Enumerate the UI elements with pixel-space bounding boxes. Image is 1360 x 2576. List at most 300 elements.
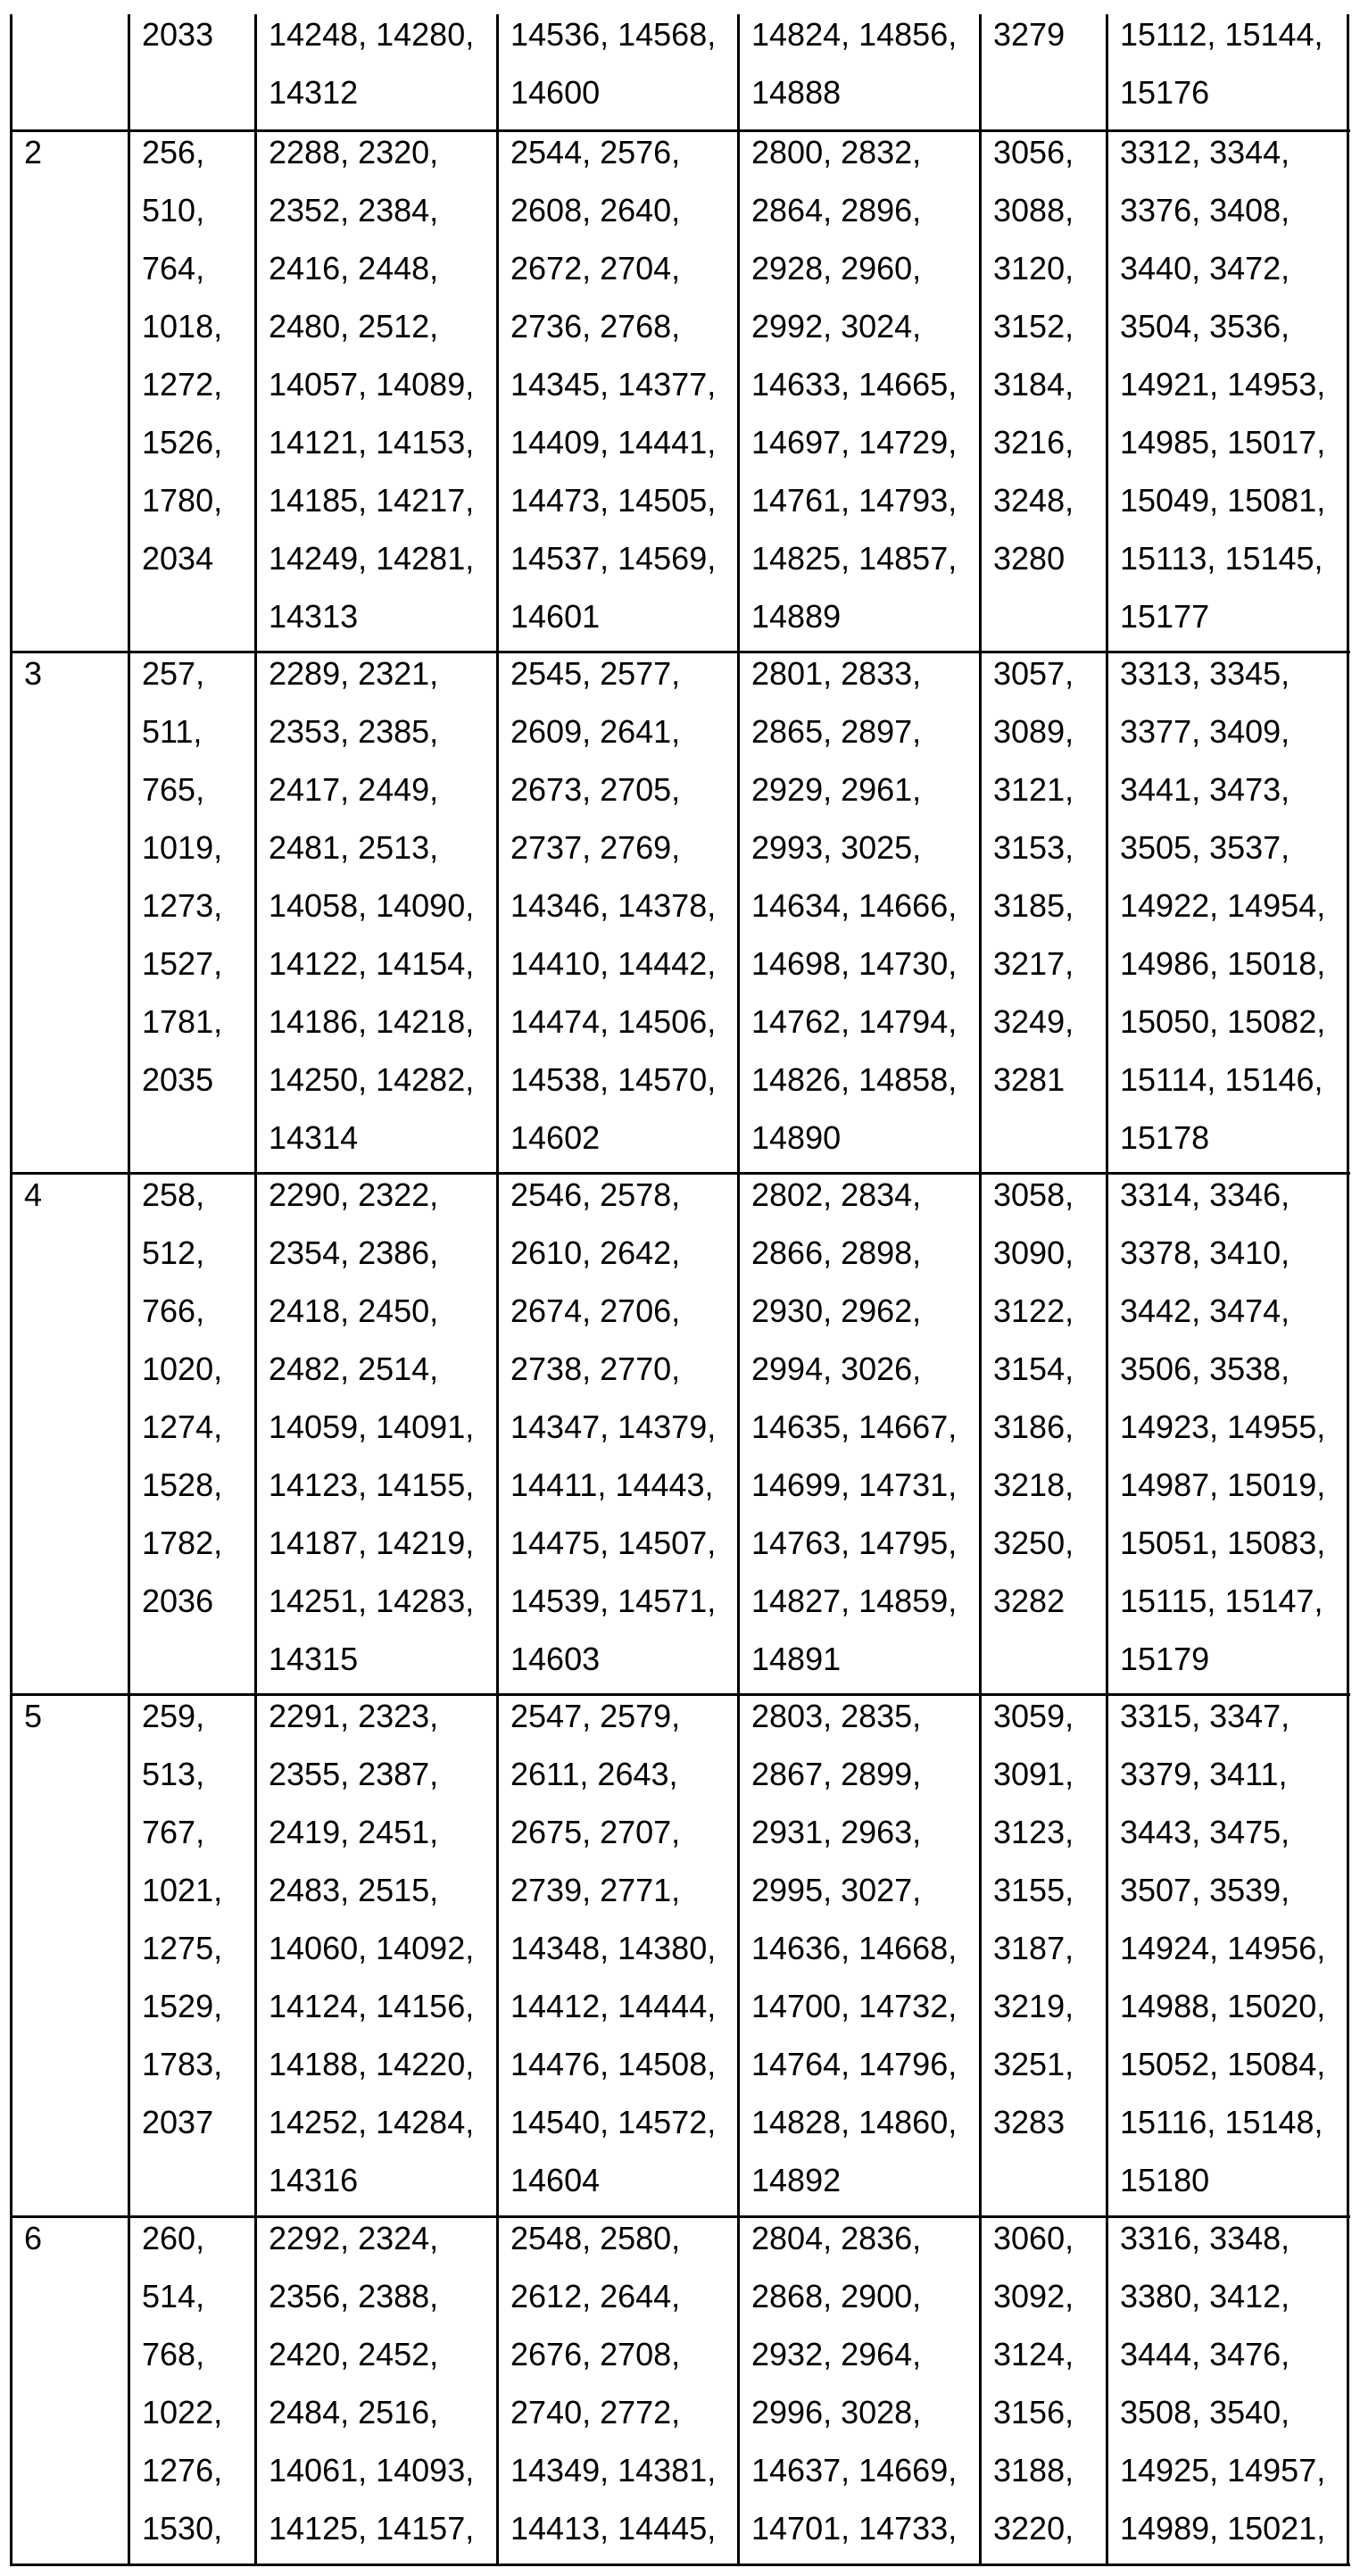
cell-line: 3216, (993, 413, 1074, 471)
cell-line: 3091, (993, 1745, 1074, 1803)
cell-line: 2675, 2707, (510, 1803, 716, 1861)
cell-line: 3314, 3346, (1120, 1166, 1325, 1224)
table-cell (510, 1166, 716, 1688)
cell-line: 3380, 3412, (1120, 2267, 1325, 2325)
cell-line: 1020, (142, 1340, 222, 1398)
cell-line: 14059, 14091, (269, 1398, 474, 1456)
table-cell (751, 1166, 957, 1688)
cell-line: 14633, 14665, (751, 355, 957, 413)
table-cell (993, 2209, 1074, 2557)
table-cell (269, 644, 474, 1167)
cell-line: 15049, 15081, (1120, 471, 1325, 529)
cell-line: 14185, 14217, (269, 471, 474, 529)
cell-line: 2800, 2832, (751, 123, 957, 181)
cell-line: 3056, (993, 123, 1074, 181)
cell-line: 14250, 14282, (269, 1051, 474, 1109)
cell-line: 6 (24, 2209, 42, 2267)
cell-line: 14828, 14860, (751, 2093, 957, 2151)
cell-line: 257, (142, 644, 222, 702)
cell-line: 3508, 3540, (1120, 2383, 1325, 2441)
cell-line: 3443, 3475, (1120, 1803, 1325, 1861)
cell-line: 14057, 14089, (269, 355, 474, 413)
cell-line: 14922, 14954, (1120, 877, 1325, 935)
cell-line: 2290, 2322, (269, 1166, 474, 1224)
cell-line: 15176 (1120, 63, 1323, 121)
cell-line: 1783, (142, 2035, 222, 2093)
cell-line: 14601 (510, 587, 716, 645)
cell-line: 3279 (993, 5, 1065, 63)
cell-line: 14699, 14731, (751, 1456, 957, 1514)
cell-line: 1273, (142, 877, 222, 935)
cell-line: 510, (142, 181, 222, 239)
cell-line: 1530, (142, 2499, 222, 2557)
cell-line: 14476, 14508, (510, 2035, 716, 2093)
table-cell (993, 5, 1065, 63)
cell-line: 14636, 14668, (751, 1919, 957, 1977)
cell-line: 3060, (993, 2209, 1074, 2267)
cell-line: 14921, 14953, (1120, 355, 1325, 413)
cell-line: 2356, 2388, (269, 2267, 474, 2325)
cell-line: 14924, 14956, (1120, 1919, 1325, 1977)
cell-line: 2867, 2899, (751, 1745, 957, 1803)
cell-line: 513, (142, 1745, 222, 1803)
cell-line: 2609, 2641, (510, 702, 716, 760)
cell-line: 3 (24, 644, 42, 702)
cell-line: 14988, 15020, (1120, 1977, 1325, 2035)
cell-line: 14826, 14858, (751, 1051, 957, 1109)
cell-line: 2928, 2960, (751, 239, 957, 297)
cell-line: 1022, (142, 2383, 222, 2441)
cell-line: 14761, 14793, (751, 471, 957, 529)
table-cell (510, 644, 716, 1167)
cell-line: 14313 (269, 587, 474, 645)
cell-line: 14827, 14859, (751, 1572, 957, 1630)
table-cell (751, 2209, 957, 2557)
column-divider (128, 14, 130, 2566)
cell-line: 15112, 15144, (1120, 5, 1323, 63)
cell-line: 14475, 14507, (510, 1514, 716, 1572)
cell-line: 3059, (993, 1687, 1074, 1745)
cell-line: 2736, 2768, (510, 297, 716, 355)
cell-line: 14604 (510, 2151, 716, 2209)
cell-line: 2355, 2387, (269, 1745, 474, 1803)
cell-line: 2674, 2706, (510, 1282, 716, 1340)
cell-line: 14925, 14957, (1120, 2441, 1325, 2499)
cell-line: 14412, 14444, (510, 1977, 716, 2035)
cell-line: 14890 (751, 1109, 957, 1167)
cell-line: 259, (142, 1687, 222, 1745)
cell-line: 14603 (510, 1630, 716, 1688)
cell-line: 511, (142, 702, 222, 760)
cell-line: 2868, 2900, (751, 2267, 957, 2325)
cell-line: 14923, 14955, (1120, 1398, 1325, 1456)
cell-line: 3442, 3474, (1120, 1282, 1325, 1340)
cell-line: 2864, 2896, (751, 181, 957, 239)
cell-line: 3217, (993, 935, 1074, 993)
cell-line: 3220, (993, 2499, 1074, 2557)
cell-line: 766, (142, 1282, 222, 1340)
cell-line: 14637, 14669, (751, 2441, 957, 2499)
cell-line: 14349, 14381, (510, 2441, 716, 2499)
cell-line: 2673, 2705, (510, 760, 716, 819)
cell-line: 14763, 14795, (751, 1514, 957, 1572)
cell-line: 260, (142, 2209, 222, 2267)
table-cell (1120, 123, 1325, 645)
cell-line: 2291, 2323, (269, 1687, 474, 1745)
cell-line: 14891 (751, 1630, 957, 1688)
cell-line: 3153, (993, 819, 1074, 877)
cell-line: 14124, 14156, (269, 1977, 474, 2035)
cell-line: 14409, 14441, (510, 413, 716, 471)
cell-line: 3248, (993, 471, 1074, 529)
table-cell (142, 5, 213, 63)
cell-line: 1526, (142, 413, 222, 471)
cell-line: 3185, (993, 877, 1074, 935)
cell-line: 14413, 14445, (510, 2499, 716, 2557)
cell-line: 1021, (142, 1861, 222, 1919)
cell-line: 3090, (993, 1224, 1074, 1282)
cell-line: 3121, (993, 760, 1074, 819)
column-divider (1106, 14, 1108, 2566)
cell-line: 15052, 15084, (1120, 2035, 1325, 2093)
cell-line: 3250, (993, 1514, 1074, 1572)
cell-line: 14985, 15017, (1120, 413, 1325, 471)
cell-line: 2608, 2640, (510, 181, 716, 239)
column-divider (496, 14, 499, 2566)
cell-line: 1529, (142, 1977, 222, 2035)
cell-line: 2033 (142, 5, 213, 63)
row-number-cell (24, 2209, 42, 2267)
cell-line: 2995, 3027, (751, 1861, 957, 1919)
cell-line: 15179 (1120, 1630, 1325, 1688)
cell-line: 14764, 14796, (751, 2035, 957, 2093)
cell-line: 14700, 14732, (751, 1977, 957, 2035)
cell-line: 14538, 14570, (510, 1051, 716, 1109)
cell-line: 15177 (1120, 587, 1325, 645)
table-cell (993, 1687, 1074, 2151)
row-number-cell (24, 1687, 42, 1745)
cell-line: 14537, 14569, (510, 529, 716, 587)
cell-line: 3281 (993, 1051, 1074, 1109)
cell-line: 2352, 2384, (269, 181, 474, 239)
cell-line: 3088, (993, 181, 1074, 239)
cell-line: 14762, 14794, (751, 993, 957, 1051)
cell-line: 15114, 15146, (1120, 1051, 1325, 1109)
cell-line: 2929, 2961, (751, 760, 957, 819)
cell-line: 14346, 14378, (510, 877, 716, 935)
cell-line: 2866, 2898, (751, 1224, 957, 1282)
cell-line: 2611, 2643, (510, 1745, 716, 1803)
cell-line: 3249, (993, 993, 1074, 1051)
cell-line: 14697, 14729, (751, 413, 957, 471)
cell-line: 2865, 2897, (751, 702, 957, 760)
cell-line: 2037 (142, 2093, 222, 2151)
table-cell (142, 2209, 222, 2557)
cell-line: 14121, 14153, (269, 413, 474, 471)
cell-line: 3315, 3347, (1120, 1687, 1325, 1745)
table-cell (1120, 1166, 1325, 1688)
row-number-cell (24, 1166, 42, 1224)
cell-line: 14125, 14157, (269, 2499, 474, 2557)
table-cell (269, 1166, 474, 1688)
cell-line: 14888 (751, 63, 957, 121)
cell-line: 514, (142, 2267, 222, 2325)
cell-line: 14701, 14733, (751, 2499, 957, 2557)
cell-line: 2482, 2514, (269, 1340, 474, 1398)
table-cell (269, 123, 474, 645)
table-cell (142, 1166, 222, 1630)
cell-line: 14824, 14856, (751, 5, 957, 63)
cell-line: 2292, 2324, (269, 2209, 474, 2267)
cell-line: 3057, (993, 644, 1074, 702)
cell-line: 256, (142, 123, 222, 181)
cell-line: 3123, (993, 1803, 1074, 1861)
table-cell (993, 1166, 1074, 1630)
cell-line: 14060, 14092, (269, 1919, 474, 1977)
cell-line: 1276, (142, 2441, 222, 2499)
cell-line: 2803, 2835, (751, 1687, 957, 1745)
cell-line: 14634, 14666, (751, 877, 957, 935)
cell-line: 3188, (993, 2441, 1074, 2499)
cell-line: 1781, (142, 993, 222, 1051)
cell-line: 14186, 14218, (269, 993, 474, 1051)
column-divider (10, 14, 12, 2566)
cell-line: 2996, 3028, (751, 2383, 957, 2441)
table-cell (269, 1687, 474, 2209)
cell-line: 3378, 3410, (1120, 1224, 1325, 1282)
table-cell (751, 5, 957, 121)
cell-line: 3155, (993, 1861, 1074, 1919)
cell-line: 15180 (1120, 2151, 1325, 2209)
table-cell (1120, 1687, 1325, 2209)
cell-line: 15116, 15148, (1120, 2093, 1325, 2151)
cell-line: 3504, 3536, (1120, 297, 1325, 355)
cell-line: 14986, 15018, (1120, 935, 1325, 993)
table-cell (751, 644, 957, 1167)
cell-line: 1528, (142, 1456, 222, 1514)
cell-line: 3505, 3537, (1120, 819, 1325, 877)
cell-line: 3154, (993, 1340, 1074, 1398)
cell-line: 258, (142, 1166, 222, 1224)
cell-line: 3058, (993, 1166, 1074, 1224)
cell-line: 2740, 2772, (510, 2383, 716, 2441)
table-cell (751, 123, 957, 645)
cell-line: 2035 (142, 1051, 222, 1109)
cell-line: 3218, (993, 1456, 1074, 1514)
cell-line: 2993, 3025, (751, 819, 957, 877)
cell-line: 4 (24, 1166, 42, 1224)
cell-line: 2548, 2580, (510, 2209, 716, 2267)
cell-line: 2932, 2964, (751, 2325, 957, 2383)
cell-line: 3313, 3345, (1120, 644, 1325, 702)
cell-line: 14825, 14857, (751, 529, 957, 587)
cell-line: 3120, (993, 239, 1074, 297)
cell-line: 2801, 2833, (751, 644, 957, 702)
table-cell (142, 123, 222, 587)
cell-line: 3092, (993, 2267, 1074, 2325)
cell-line: 14539, 14571, (510, 1572, 716, 1630)
row-number-cell (24, 644, 42, 702)
cell-line: 2931, 2963, (751, 1803, 957, 1861)
cell-line: 2419, 2451, (269, 1803, 474, 1861)
cell-line: 2546, 2578, (510, 1166, 716, 1224)
cell-line: 3187, (993, 1919, 1074, 1977)
cell-line: 3282 (993, 1572, 1074, 1630)
cell-line: 14316 (269, 2151, 474, 2209)
cell-line: 3507, 3539, (1120, 1861, 1325, 1919)
cell-line: 2417, 2449, (269, 760, 474, 819)
cell-line: 3312, 3344, (1120, 123, 1325, 181)
cell-line: 2676, 2708, (510, 2325, 716, 2383)
table-cell (510, 123, 716, 645)
table-cell (142, 644, 222, 1109)
cell-line: 14123, 14155, (269, 1456, 474, 1514)
cell-line: 2547, 2579, (510, 1687, 716, 1745)
cell-line: 2992, 3024, (751, 297, 957, 355)
column-divider (1347, 14, 1349, 2566)
cell-line: 764, (142, 239, 222, 297)
cell-line: 3506, 3538, (1120, 1340, 1325, 1398)
cell-line: 2804, 2836, (751, 2209, 957, 2267)
cell-line: 2612, 2644, (510, 2267, 716, 2325)
cell-line: 14122, 14154, (269, 935, 474, 993)
cell-line: 765, (142, 760, 222, 819)
cell-line: 14315 (269, 1630, 474, 1688)
cell-line: 2480, 2512, (269, 297, 474, 355)
cell-line: 14058, 14090, (269, 877, 474, 935)
cell-line: 15115, 15147, (1120, 1572, 1325, 1630)
table-cell (269, 2209, 474, 2557)
cell-line: 2739, 2771, (510, 1861, 716, 1919)
cell-line: 2034 (142, 529, 222, 587)
cell-line: 14474, 14506, (510, 993, 716, 1051)
cell-line: 3156, (993, 2383, 1074, 2441)
cell-line: 1272, (142, 355, 222, 413)
cell-line: 1780, (142, 471, 222, 529)
cell-line: 14540, 14572, (510, 2093, 716, 2151)
cell-line: 1274, (142, 1398, 222, 1456)
cell-line: 3089, (993, 702, 1074, 760)
cell-line: 3440, 3472, (1120, 239, 1325, 297)
cell-line: 3122, (993, 1282, 1074, 1340)
cell-line: 14252, 14284, (269, 2093, 474, 2151)
cell-line: 767, (142, 1803, 222, 1861)
cell-line: 15178 (1120, 1109, 1325, 1167)
cell-line: 14348, 14380, (510, 1919, 716, 1977)
cell-line: 14188, 14220, (269, 2035, 474, 2093)
cell-line: 2354, 2386, (269, 1224, 474, 1282)
cell-line: 14410, 14442, (510, 935, 716, 993)
cell-line: 15051, 15083, (1120, 1514, 1325, 1572)
cell-line: 15050, 15082, (1120, 993, 1325, 1051)
cell-line: 14187, 14219, (269, 1514, 474, 1572)
cell-line: 512, (142, 1224, 222, 1282)
table-cell (1120, 2209, 1325, 2557)
cell-line: 2289, 2321, (269, 644, 474, 702)
cell-line: 3283 (993, 2093, 1074, 2151)
cell-line: 14312 (269, 63, 474, 121)
cell-line: 1018, (142, 297, 222, 355)
row-number-cell (24, 123, 42, 181)
cell-line: 2930, 2962, (751, 1282, 957, 1340)
cell-line: 2353, 2385, (269, 702, 474, 760)
cell-line: 14892 (751, 2151, 957, 2209)
cell-line: 14248, 14280, (269, 5, 474, 63)
cell-line: 14635, 14667, (751, 1398, 957, 1456)
cell-line: 2672, 2704, (510, 239, 716, 297)
cell-line: 14347, 14379, (510, 1398, 716, 1456)
cell-line: 3184, (993, 355, 1074, 413)
table-cell (751, 1687, 957, 2209)
cell-line: 2484, 2516, (269, 2383, 474, 2441)
cell-line: 3251, (993, 2035, 1074, 2093)
cell-line: 14889 (751, 587, 957, 645)
cell-line: 3219, (993, 1977, 1074, 2035)
cell-line: 3376, 3408, (1120, 181, 1325, 239)
cell-line: 2545, 2577, (510, 644, 716, 702)
column-divider (737, 14, 740, 2566)
cell-line: 2610, 2642, (510, 1224, 716, 1282)
cell-line: 14602 (510, 1109, 716, 1167)
cell-line: 1527, (142, 935, 222, 993)
cell-line: 2737, 2769, (510, 819, 716, 877)
cell-line: 1019, (142, 819, 222, 877)
cell-line: 14698, 14730, (751, 935, 957, 993)
cell-line: 2288, 2320, (269, 123, 474, 181)
table-cell (993, 123, 1074, 587)
cell-line: 2544, 2576, (510, 123, 716, 181)
cell-line: 14251, 14283, (269, 1572, 474, 1630)
cell-line: 14600 (510, 63, 716, 121)
table-cell (142, 1687, 222, 2151)
cell-line: 2481, 2513, (269, 819, 474, 877)
cell-line: 3124, (993, 2325, 1074, 2383)
cell-line: 2994, 3026, (751, 1340, 957, 1398)
cell-line: 3377, 3409, (1120, 702, 1325, 760)
cell-line: 2483, 2515, (269, 1861, 474, 1919)
cell-line: 2420, 2452, (269, 2325, 474, 2383)
column-divider (254, 14, 257, 2566)
cell-line: 14411, 14443, (510, 1456, 716, 1514)
cell-line: 3280 (993, 529, 1074, 587)
cell-line: 2418, 2450, (269, 1282, 474, 1340)
table-cell (993, 644, 1074, 1109)
cell-line: 2036 (142, 1572, 222, 1630)
table-cell (269, 5, 474, 121)
cell-line: 3379, 3411, (1120, 1745, 1325, 1803)
cell-line: 2416, 2448, (269, 239, 474, 297)
table-cell (510, 2209, 716, 2557)
cell-line: 14345, 14377, (510, 355, 716, 413)
table-cell (510, 5, 716, 121)
cell-line: 14987, 15019, (1120, 1456, 1325, 1514)
column-divider (979, 14, 982, 2566)
cell-line: 1782, (142, 1514, 222, 1572)
cell-line: 14473, 14505, (510, 471, 716, 529)
cell-line: 5 (24, 1687, 42, 1745)
cell-line: 768, (142, 2325, 222, 2383)
row-divider (10, 2564, 1350, 2566)
cell-line: 14314 (269, 1109, 474, 1167)
cell-line: 2 (24, 123, 42, 181)
cell-line: 14249, 14281, (269, 529, 474, 587)
table-cell (1120, 644, 1325, 1167)
table-cell (1120, 5, 1323, 121)
cell-line: 3186, (993, 1398, 1074, 1456)
cell-line: 2802, 2834, (751, 1166, 957, 1224)
cell-line: 3316, 3348, (1120, 2209, 1325, 2267)
cell-line: 1275, (142, 1919, 222, 1977)
